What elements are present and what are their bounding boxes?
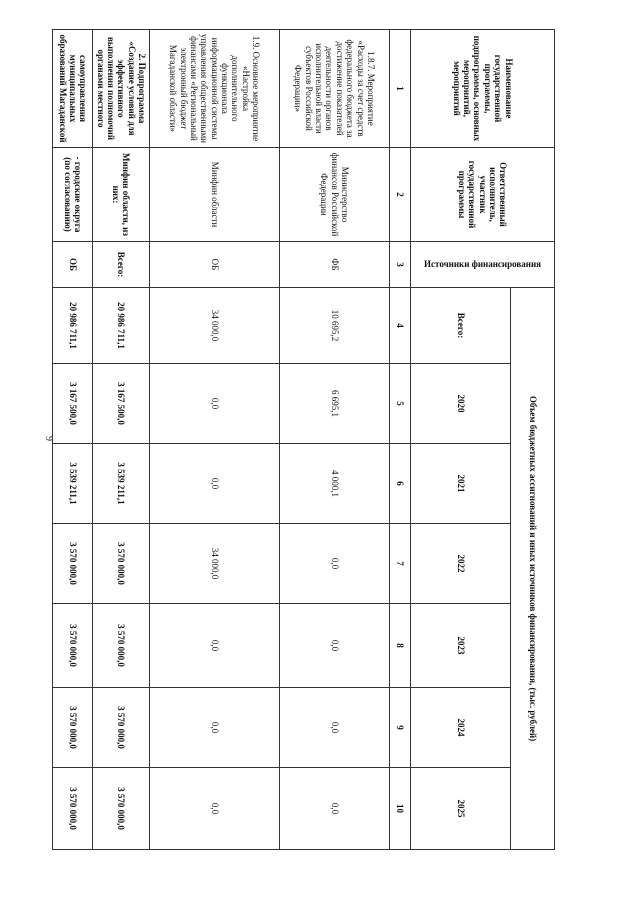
header-year-2022: 2022: [411, 524, 511, 604]
row-name: самоуправления муниципальных образований Магаданской: [53, 30, 93, 148]
row-value-2024: 3 570 000,0: [53, 688, 93, 768]
column-number: 1: [390, 30, 411, 148]
row-value-total: 34 000,0: [150, 288, 280, 364]
row-value-2023: 0,0: [280, 604, 390, 688]
column-number: 2: [390, 148, 411, 242]
header-group: Объем бюджетных ассигнований и иных источников финансирования, (тыс. рублей): [511, 288, 555, 850]
header-source: [411, 242, 555, 288]
row-executor: Минфин области: [150, 148, 280, 242]
row-value-2023: 3 570 000,0: [53, 604, 93, 688]
column-number: 7: [390, 524, 411, 604]
row-name: 2. Подпрограмма «Создание условий для эффективного выполнения полномочий органами местного: [93, 30, 150, 148]
row-value-2022: 3 570 000,0: [93, 524, 150, 604]
row-value-2025: 0,0: [280, 768, 390, 850]
header-source-text: Источники финансирования: [424, 259, 541, 270]
row-executor: Минфин области, из них:: [93, 148, 150, 242]
header-year-2023: 2023: [411, 604, 511, 688]
row-value-2020: 0,0: [150, 364, 280, 444]
column-number: 8: [390, 604, 411, 688]
header-year-2025: 2025: [411, 768, 511, 850]
row-value-2024: 0,0: [150, 688, 280, 768]
header-total: Всего:: [411, 288, 511, 364]
column-number: 6: [390, 444, 411, 524]
column-number: 4: [390, 288, 411, 364]
row-value-total: 20 986 711,1: [53, 288, 93, 364]
row-value-2025: 3 570 000,0: [53, 768, 93, 850]
header-year-2021: 2021: [411, 444, 511, 524]
row-value-2024: 0,0: [280, 688, 390, 768]
header-executor: Ответственный исполнитель, участник государственной программы: [411, 148, 555, 242]
table-row: [53, 30, 93, 850]
header-year-2020: 2020: [411, 364, 511, 444]
row-value-2025: 3 570 000,0: [93, 768, 150, 850]
row-value-2020: 3 167 500,0: [53, 364, 93, 444]
row-value-2021: 0,0: [150, 444, 280, 524]
column-number: 5: [390, 364, 411, 444]
row-value-2023: 3 570 000,0: [93, 604, 150, 688]
row-value-2020: 6 695,1: [280, 364, 390, 444]
row-source: ОБ: [53, 242, 93, 288]
row-value-2024: 3 570 000,0: [93, 688, 150, 768]
row-name: 1.8.7. Мероприятие «Расходы за счет средств федерального бюджета за достижение показателей деятельности органов исполнительной власти субъектов Российской Федерации»: [280, 30, 390, 148]
row-executor: Министерство финансов Российской Федерации: [280, 148, 390, 242]
row-value-2021: 3 539 211,1: [93, 444, 150, 524]
row-value-2021: 3 539 211,1: [53, 444, 93, 524]
row-executor: - городские округа (по согласованию): [53, 148, 93, 242]
row-source: ФБ: [280, 242, 390, 288]
row-value-2022: 0,0: [280, 524, 390, 604]
row-value-2025: 0,0: [150, 768, 280, 850]
row-value-2023: 0,0: [150, 604, 280, 688]
budget-table: [52, 29, 555, 850]
row-source: ОБ: [150, 242, 280, 288]
column-number: 3: [390, 242, 411, 288]
table-row: [280, 30, 390, 850]
row-value-total: 10 695,2: [280, 288, 390, 364]
column-number: 10: [390, 768, 411, 850]
table-row: [150, 30, 280, 850]
row-value-total: 20 986 711,1: [93, 288, 150, 364]
row-value-2020: 3 167 500,0: [93, 364, 150, 444]
header-year-2024: 2024: [411, 688, 511, 768]
header-name: Наименование государственной программы, подпрограммы, основных мероприятий, мероприятий: [411, 30, 555, 148]
column-number: 9: [390, 688, 411, 768]
page-number: 9: [43, 436, 54, 441]
row-name: 1.9. Основное мероприятие «Настройка дополнительного функционала информационной системы управления общественными финансами «Региональный электронный бюджет Магаданской области»: [150, 30, 280, 148]
row-source: Всего:: [93, 242, 150, 288]
budget-table-rotated: [57, 29, 555, 849]
row-value-2022: 34 000,0: [150, 524, 280, 604]
row-value-2022: 3 570 000,0: [53, 524, 93, 604]
row-value-2021: 4 000,1: [280, 444, 390, 524]
table-row: [93, 30, 150, 850]
